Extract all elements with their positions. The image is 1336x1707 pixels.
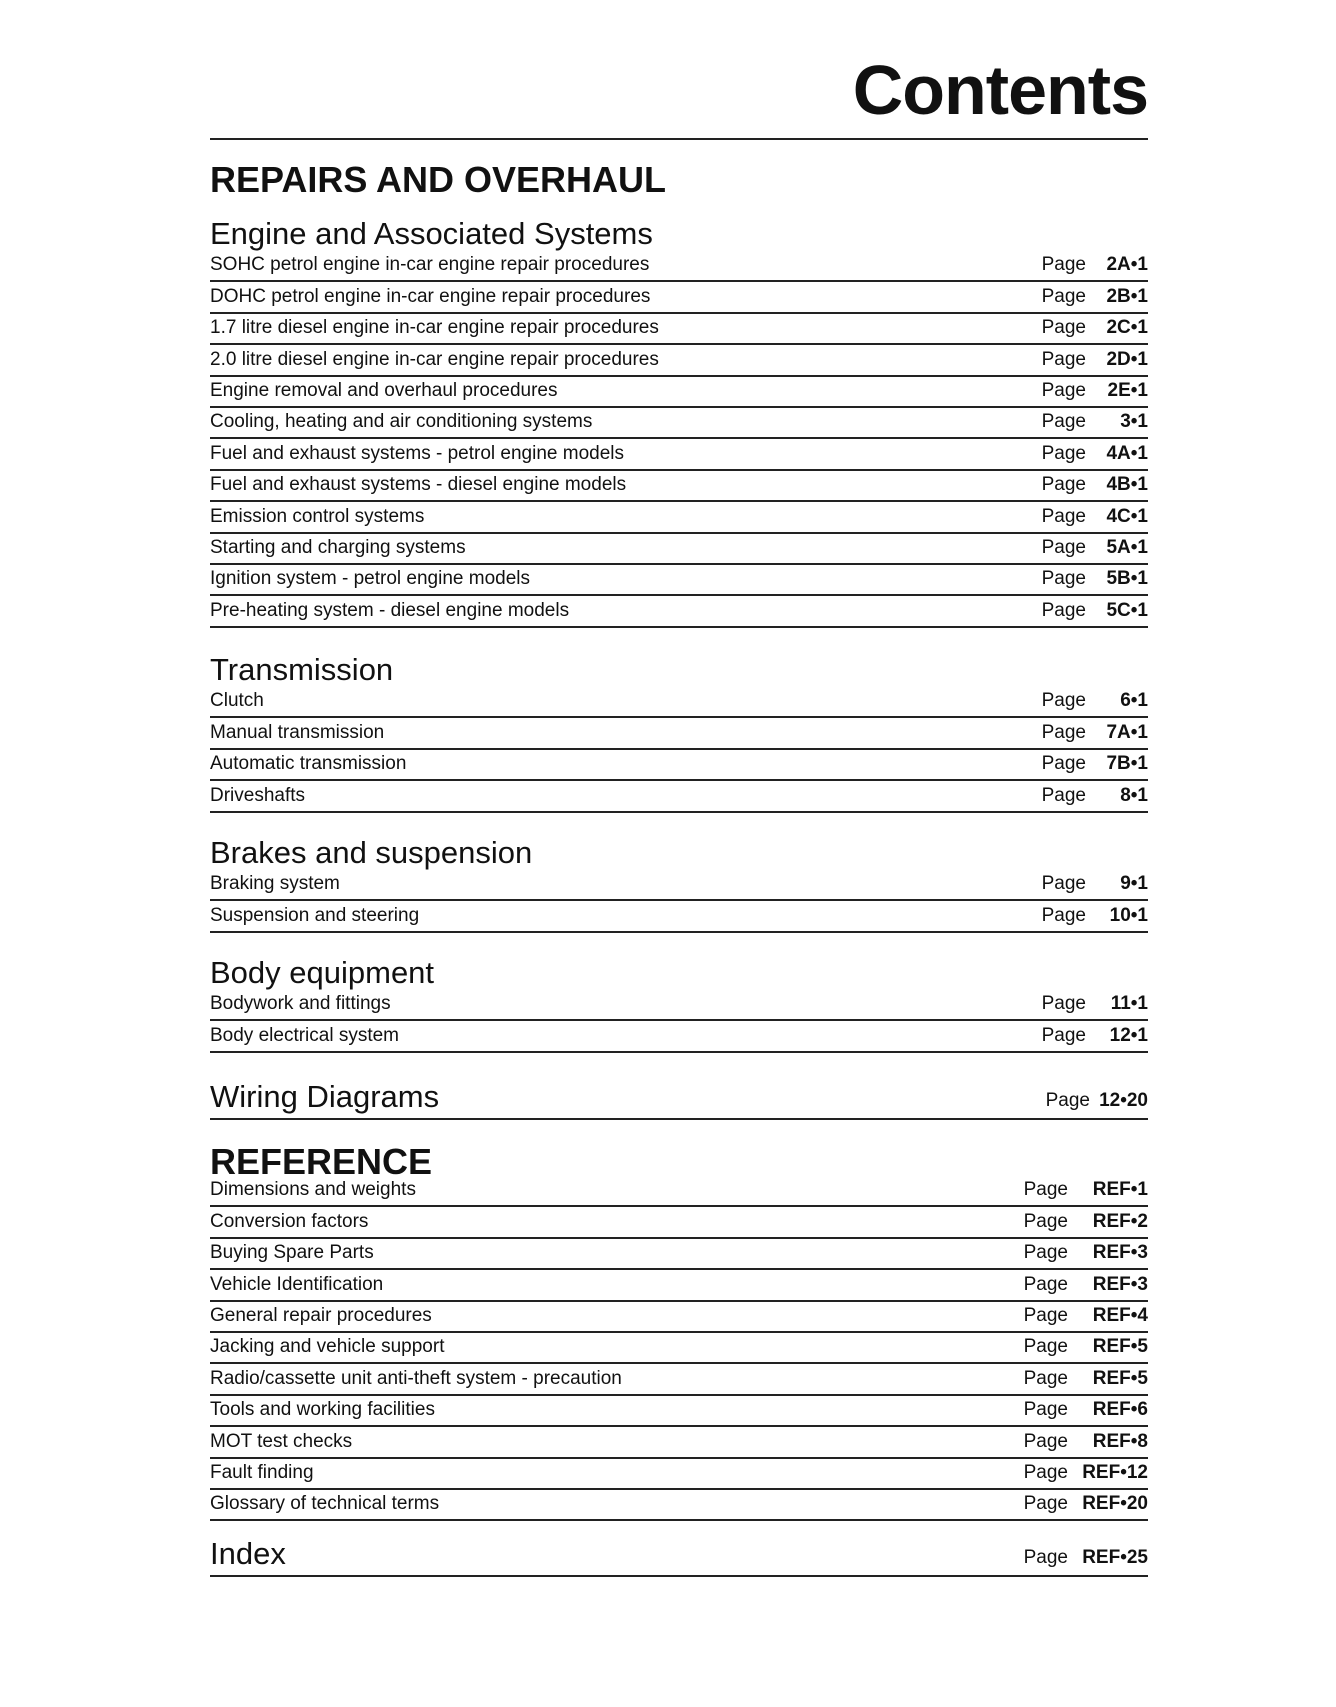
page-word: Page bbox=[1041, 721, 1086, 743]
toc-row[interactable] bbox=[210, 1490, 1148, 1521]
page-number: REF•3 bbox=[1092, 1242, 1148, 1264]
page-word: Page bbox=[1023, 1273, 1068, 1295]
page-word: Page bbox=[1023, 1367, 1068, 1389]
toc-row[interactable] bbox=[210, 750, 1148, 781]
page-number: 2B•1 bbox=[1106, 285, 1148, 307]
page-number: REF•12 bbox=[1082, 1461, 1148, 1483]
page-word: Page bbox=[1023, 1179, 1068, 1201]
page-number: 12•1 bbox=[1109, 1024, 1148, 1046]
toc-entry-label: Braking system bbox=[210, 873, 340, 895]
page-word: Page bbox=[1041, 1024, 1086, 1046]
section-title: Brakes and suspension bbox=[210, 835, 533, 870]
page-word: Page bbox=[1041, 285, 1086, 307]
page-number: REF•6 bbox=[1092, 1399, 1148, 1421]
toc-row[interactable] bbox=[210, 1176, 1148, 1207]
toc-row-wiring[interactable] bbox=[210, 1070, 1148, 1120]
page-word: Page bbox=[1023, 1242, 1068, 1264]
toc-row[interactable] bbox=[210, 345, 1148, 376]
page-number: 3•1 bbox=[1120, 411, 1148, 433]
toc-row[interactable] bbox=[210, 1239, 1148, 1270]
toc-entry-label: Tools and working facilities bbox=[210, 1399, 435, 1421]
page-number: 12•20 bbox=[1099, 1090, 1148, 1111]
toc-row[interactable] bbox=[210, 439, 1148, 470]
page-number: 5C•1 bbox=[1106, 599, 1148, 621]
toc-row[interactable] bbox=[210, 1333, 1148, 1364]
toc-row[interactable] bbox=[210, 408, 1148, 439]
section-engine bbox=[210, 218, 1148, 628]
page-word: Page bbox=[1041, 873, 1086, 895]
page-word: Page bbox=[1045, 1090, 1090, 1111]
section-title: Transmission bbox=[210, 652, 394, 687]
toc-row[interactable] bbox=[210, 502, 1148, 533]
toc-row[interactable] bbox=[210, 781, 1148, 812]
section-reference bbox=[210, 1176, 1148, 1521]
section-body bbox=[210, 957, 1148, 1053]
toc-entry-label: Driveshafts bbox=[210, 784, 306, 806]
page-number: REF•20 bbox=[1082, 1493, 1148, 1515]
toc-entry-label: Engine removal and overhaul procedures bbox=[210, 379, 558, 401]
toc-entry-label: Fault finding bbox=[210, 1461, 314, 1483]
page-number: 7A•1 bbox=[1106, 721, 1148, 743]
toc-entry-label: Suspension and steering bbox=[210, 904, 420, 926]
toc-row[interactable] bbox=[210, 377, 1148, 408]
page-word: Page bbox=[1041, 348, 1086, 370]
toc-row[interactable] bbox=[210, 1396, 1148, 1427]
page-number: REF•25 bbox=[1082, 1547, 1148, 1568]
page-number: 2E•1 bbox=[1107, 379, 1148, 401]
page-word: Page bbox=[1023, 1547, 1068, 1568]
toc-row[interactable] bbox=[210, 687, 1148, 718]
page-word: Page bbox=[1041, 317, 1086, 339]
page-word: Page bbox=[1041, 379, 1086, 401]
toc-row[interactable] bbox=[210, 990, 1148, 1021]
toc-row[interactable] bbox=[210, 1021, 1148, 1052]
page-number: REF•5 bbox=[1092, 1336, 1148, 1358]
index-title: Index bbox=[210, 1536, 286, 1571]
toc-entry-label: Automatic transmission bbox=[210, 753, 407, 775]
toc-entry-label: Cooling, heating and air conditioning systems bbox=[210, 411, 593, 433]
toc-row[interactable] bbox=[210, 901, 1148, 932]
page-word: Page bbox=[1023, 1304, 1068, 1326]
toc-entry-label: SOHC petrol engine in-car engine repair procedures bbox=[210, 254, 650, 276]
page-word: Page bbox=[1041, 442, 1086, 464]
toc-row[interactable] bbox=[210, 1270, 1148, 1301]
page-word: Page bbox=[1023, 1493, 1068, 1515]
toc-entry-label: 1.7 litre diesel engine in-car engine repair procedures bbox=[210, 317, 659, 339]
page-number: REF•2 bbox=[1092, 1210, 1148, 1232]
toc-entry-label: Radio/cassette unit anti-theft system - precaution bbox=[210, 1367, 622, 1389]
section-brakes bbox=[210, 837, 1148, 933]
toc-entry-label: Fuel and exhaust systems - diesel engine models bbox=[210, 474, 627, 496]
page-word: Page bbox=[1023, 1336, 1068, 1358]
toc-entry-label: Vehicle Identification bbox=[210, 1273, 384, 1295]
page-number: 7B•1 bbox=[1106, 753, 1148, 775]
toc-entry-label: Manual transmission bbox=[210, 721, 385, 743]
toc-row[interactable] bbox=[210, 870, 1148, 901]
page-word: Page bbox=[1041, 753, 1086, 775]
page-number: 4B•1 bbox=[1106, 474, 1148, 496]
repairs-heading: REPAIRS AND OVERHAUL bbox=[210, 159, 667, 200]
page-number: 8•1 bbox=[1120, 784, 1148, 806]
page-title: Contents bbox=[852, 51, 1148, 129]
section-title: Body equipment bbox=[210, 955, 435, 990]
toc-row[interactable] bbox=[210, 1207, 1148, 1238]
toc-row[interactable] bbox=[210, 718, 1148, 749]
toc-entry-label: Pre-heating system - diesel engine models bbox=[210, 599, 570, 621]
page-number: 11•1 bbox=[1110, 993, 1148, 1015]
toc-row[interactable] bbox=[210, 565, 1148, 596]
page-number: 2C•1 bbox=[1106, 317, 1148, 339]
page-number: REF•3 bbox=[1092, 1273, 1148, 1295]
page-number: 2A•1 bbox=[1106, 254, 1148, 276]
toc-row[interactable] bbox=[210, 251, 1148, 282]
toc-row[interactable] bbox=[210, 471, 1148, 502]
page-word: Page bbox=[1041, 690, 1086, 712]
page-word: Page bbox=[1041, 536, 1086, 558]
toc-entry-label: Body electrical system bbox=[210, 1024, 400, 1046]
page-number: 6•1 bbox=[1120, 690, 1148, 712]
wiring-title: Wiring Diagrams bbox=[210, 1079, 440, 1114]
toc-entry-label: Fuel and exhaust systems - petrol engine models bbox=[210, 442, 624, 464]
toc-entry-label: Clutch bbox=[210, 690, 264, 712]
page-number: REF•8 bbox=[1092, 1430, 1148, 1452]
page-number: 4A•1 bbox=[1106, 442, 1148, 464]
page-word: Page bbox=[1041, 505, 1086, 527]
toc-row[interactable] bbox=[210, 1459, 1148, 1490]
page-number: 2D•1 bbox=[1106, 348, 1148, 370]
toc-entry-label: Buying Spare Parts bbox=[210, 1242, 374, 1264]
toc-entry-label: 2.0 litre diesel engine in-car engine repair procedures bbox=[210, 348, 659, 370]
page-word: Page bbox=[1023, 1210, 1068, 1232]
toc-row[interactable] bbox=[210, 314, 1148, 345]
toc-row-index[interactable] bbox=[210, 1525, 1148, 1577]
toc-entry-label: Emission control systems bbox=[210, 505, 425, 527]
toc-row[interactable] bbox=[210, 1364, 1148, 1395]
page-number: 9•1 bbox=[1120, 873, 1148, 895]
page-word: Page bbox=[1041, 474, 1086, 496]
page-word: Page bbox=[1041, 993, 1086, 1015]
toc-entry-label: Bodywork and fittings bbox=[210, 993, 391, 1015]
toc-row[interactable] bbox=[210, 534, 1148, 565]
toc-row[interactable] bbox=[210, 282, 1148, 313]
toc-entry-label: Ignition system - petrol engine models bbox=[210, 568, 530, 590]
toc-entry-label: Dimensions and weights bbox=[210, 1179, 416, 1201]
toc-entry-label: General repair procedures bbox=[210, 1304, 432, 1326]
page-number: 5A•1 bbox=[1106, 536, 1148, 558]
page-number: 10•1 bbox=[1109, 904, 1148, 926]
toc-entry-label: DOHC petrol engine in-car engine repair procedures bbox=[210, 285, 651, 307]
page-word: Page bbox=[1041, 599, 1086, 621]
toc-row[interactable] bbox=[210, 1302, 1148, 1333]
page-word: Page bbox=[1041, 784, 1086, 806]
toc-entry-label: Glossary of technical terms bbox=[210, 1493, 440, 1515]
page-word: Page bbox=[1041, 254, 1086, 276]
page-word: Page bbox=[1041, 411, 1086, 433]
page-word: Page bbox=[1023, 1430, 1068, 1452]
toc-row[interactable] bbox=[210, 596, 1148, 627]
page-word: Page bbox=[1041, 904, 1086, 926]
section-title: Engine and Associated Systems bbox=[210, 216, 653, 251]
toc-entry-label: Conversion factors bbox=[210, 1210, 369, 1232]
section-transmission bbox=[210, 654, 1148, 813]
page-word: Page bbox=[1023, 1461, 1068, 1483]
toc-entry-label: Starting and charging systems bbox=[210, 536, 466, 558]
page-number: 4C•1 bbox=[1106, 505, 1148, 527]
page-word: Page bbox=[1023, 1399, 1068, 1421]
title-divider bbox=[210, 138, 1148, 140]
page-word: Page bbox=[1041, 568, 1086, 590]
toc-row[interactable] bbox=[210, 1427, 1148, 1458]
page-number: 5B•1 bbox=[1106, 568, 1148, 590]
page-number: REF•1 bbox=[1092, 1179, 1148, 1201]
reference-heading: REFERENCE bbox=[210, 1141, 433, 1182]
toc-entry-label: Jacking and vehicle support bbox=[210, 1336, 445, 1358]
page-number: REF•5 bbox=[1092, 1367, 1148, 1389]
page-number: REF•4 bbox=[1092, 1304, 1148, 1326]
toc-entry-label: MOT test checks bbox=[210, 1430, 353, 1452]
